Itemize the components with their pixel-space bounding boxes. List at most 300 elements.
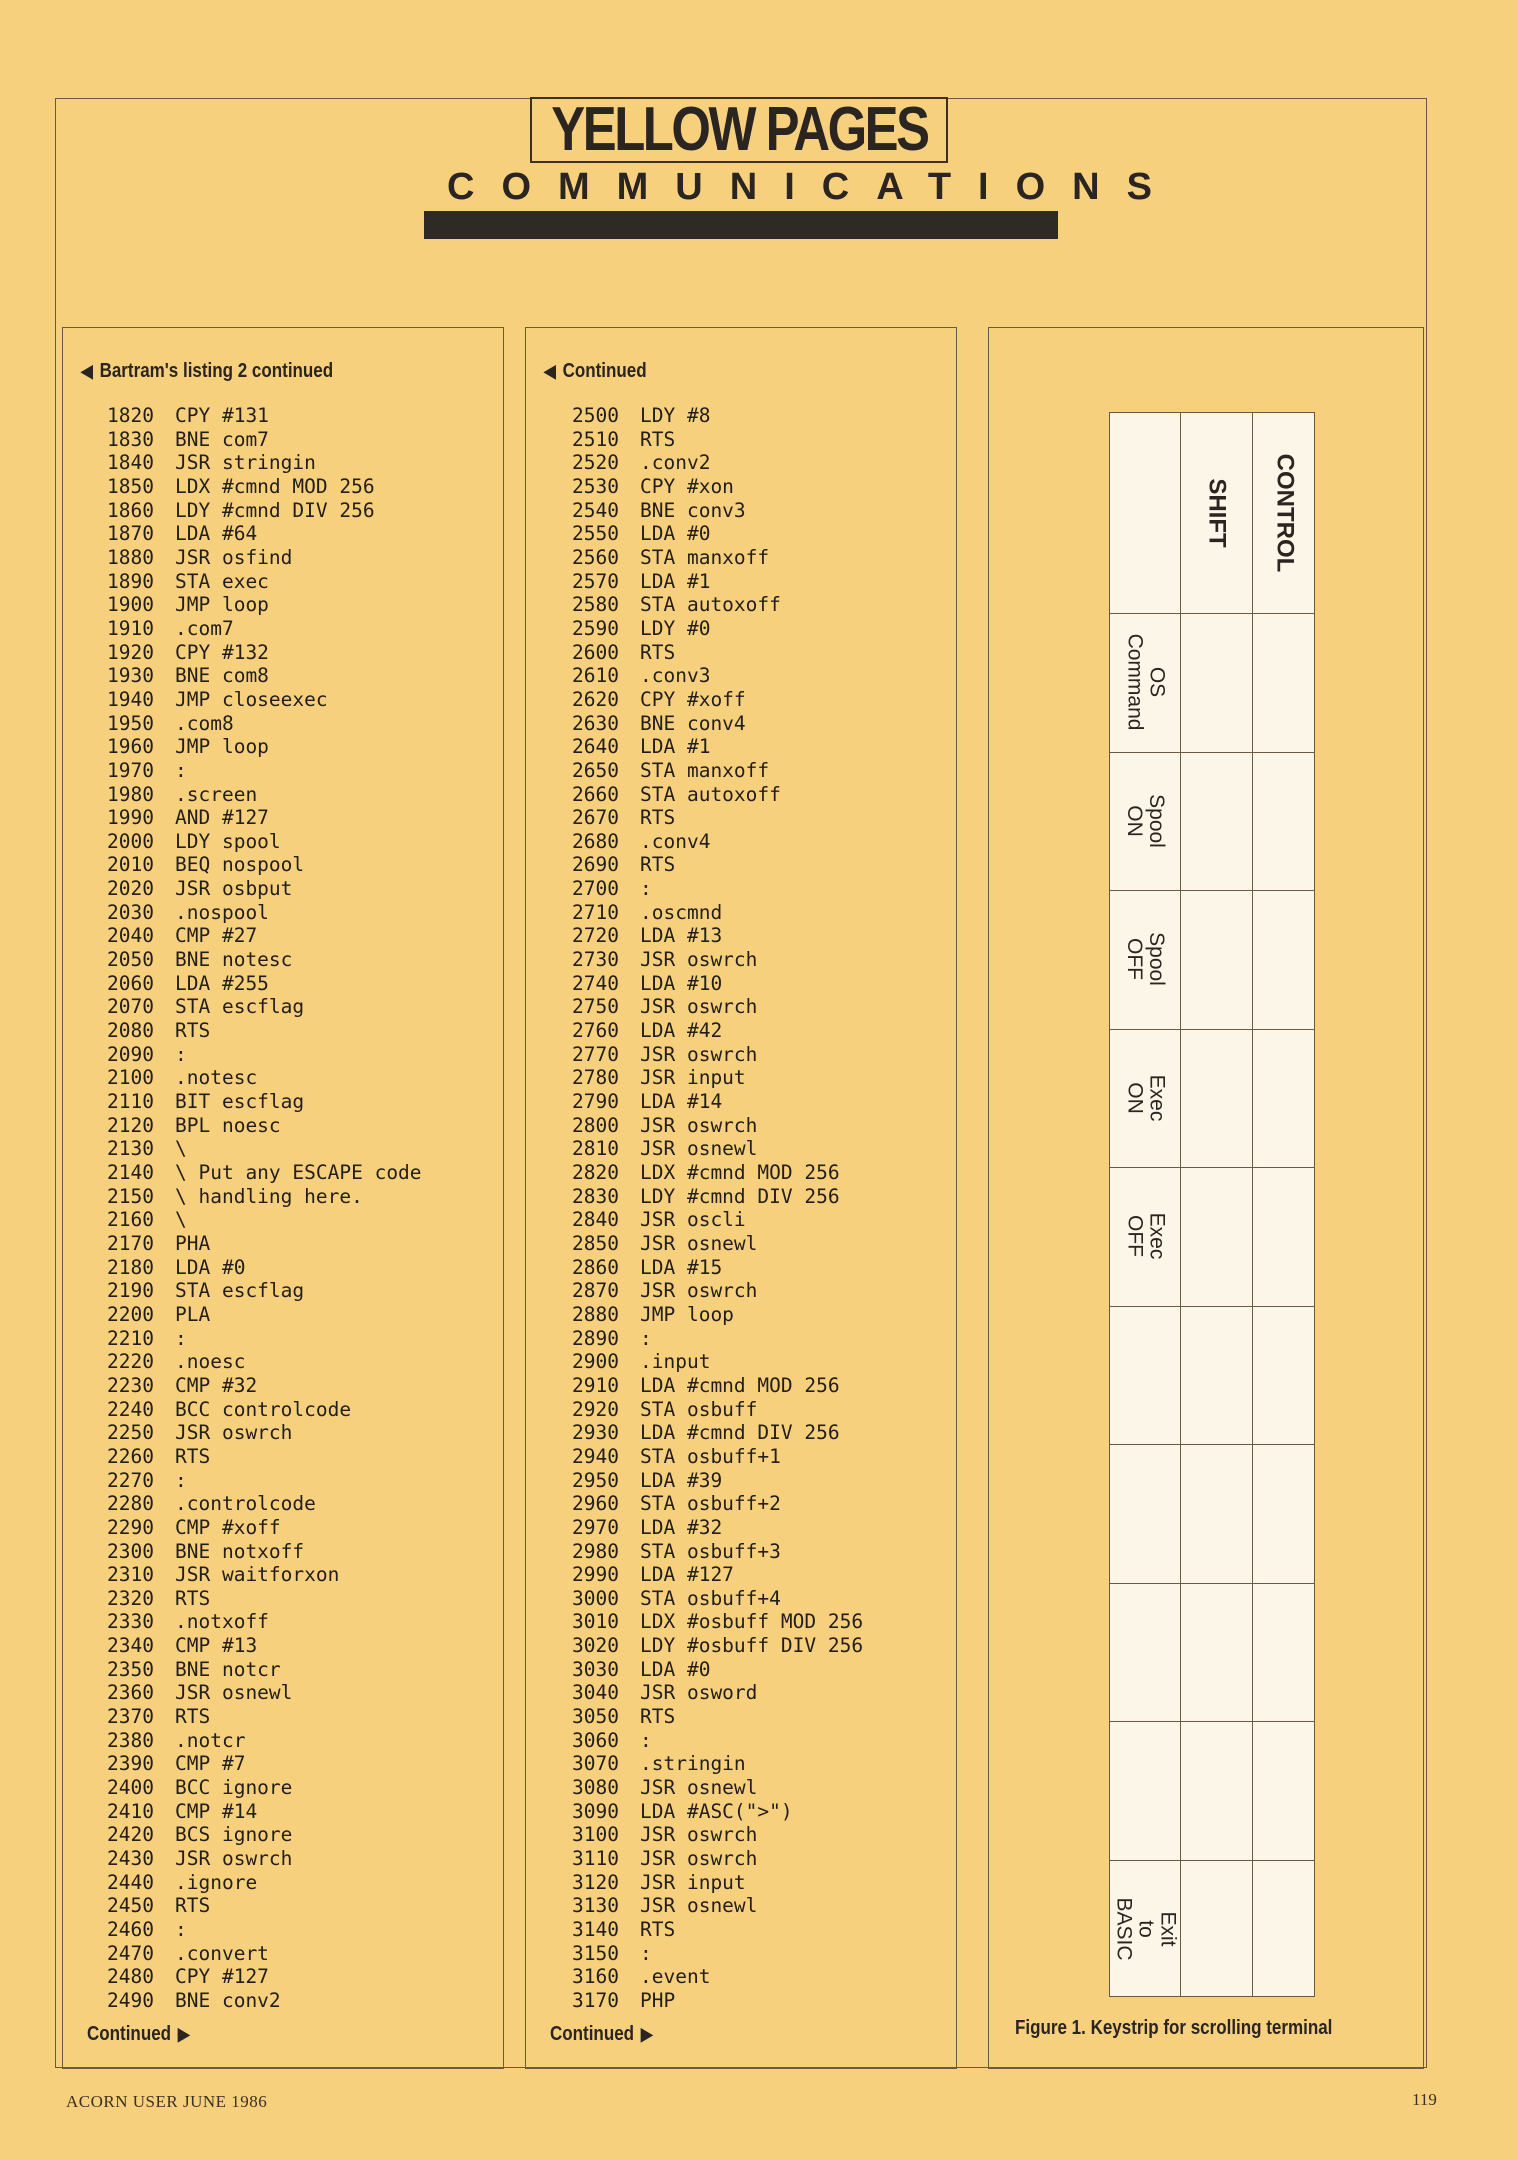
line-code: .com8 <box>175 711 234 735</box>
line-number: 2720 <box>572 924 619 948</box>
line-number: 3050 <box>572 1705 619 1729</box>
line-number: 2130 <box>107 1137 154 1161</box>
line-code: LDA #0 <box>640 522 711 546</box>
line-code: .conv4 <box>640 829 711 853</box>
line-number: 2050 <box>107 948 154 972</box>
code-line <box>107 1398 422 1422</box>
line-number: 1830 <box>107 427 154 451</box>
code-line <box>107 1232 422 1256</box>
line-number: 2800 <box>572 1113 619 1137</box>
code-line <box>107 1823 422 1847</box>
keystrip-cell-label: Exec ON <box>1122 1074 1168 1122</box>
line-number: 2570 <box>572 569 619 593</box>
line-code: JSR stringin <box>175 451 316 475</box>
code-line <box>572 1469 863 1493</box>
line-number: 2710 <box>572 900 619 924</box>
line-number: 2270 <box>107 1468 154 1492</box>
publication-footer: ACORN USER JUNE 1986 <box>66 2092 268 2111</box>
line-number: 2480 <box>107 1965 154 1989</box>
code-line <box>107 499 422 523</box>
line-number: 1920 <box>107 640 154 664</box>
line-number: 2080 <box>107 1019 154 1043</box>
line-code: RTS <box>640 1705 676 1729</box>
code-line <box>572 1350 863 1374</box>
line-code: .com7 <box>175 616 234 640</box>
code-line <box>107 1469 422 1493</box>
line-code: JSR osfind <box>175 545 293 569</box>
line-code: .nospool <box>175 900 269 924</box>
code-line <box>572 1232 863 1256</box>
line-code: LDA #15 <box>640 1255 723 1279</box>
code-line <box>572 759 863 783</box>
line-code: : <box>640 1941 652 1965</box>
code-line <box>107 712 422 736</box>
code-line <box>572 1918 863 1942</box>
keystrip-row-line <box>1110 1860 1314 1861</box>
code-line <box>572 688 863 712</box>
line-number: 3090 <box>572 1799 619 1823</box>
keystrip-row-line <box>1110 1167 1314 1168</box>
keystrip-figure <box>1109 412 1315 1997</box>
code-line <box>572 1610 863 1634</box>
code-line <box>572 1681 863 1705</box>
code-line <box>107 1208 422 1232</box>
code-line <box>572 1752 863 1776</box>
keystrip-row-line <box>1110 1029 1314 1030</box>
arrow-right-icon: ▶ <box>640 2024 653 2044</box>
code-line <box>107 1705 422 1729</box>
line-number: 2810 <box>572 1137 619 1161</box>
line-code: RTS <box>640 853 676 877</box>
line-code: RTS <box>175 1444 211 1468</box>
line-code: LDA #0 <box>640 1657 711 1681</box>
line-code: CPY #132 <box>175 640 269 664</box>
code-line <box>107 1894 422 1918</box>
line-code: LDA #32 <box>640 1515 723 1539</box>
line-number: 2790 <box>572 1090 619 1114</box>
code-line <box>572 1208 863 1232</box>
code-line <box>572 1942 863 1966</box>
line-number: 3150 <box>572 1941 619 1965</box>
line-code: LDA #1 <box>640 735 711 759</box>
line-number: 2170 <box>107 1231 154 1255</box>
line-number: 2590 <box>572 616 619 640</box>
code-line <box>107 570 422 594</box>
line-number: 3070 <box>572 1752 619 1776</box>
line-number: 1890 <box>107 569 154 593</box>
code-line <box>572 1019 863 1043</box>
line-number: 2030 <box>107 900 154 924</box>
code-line <box>107 806 422 830</box>
line-number: 2620 <box>572 687 619 711</box>
line-number: 2010 <box>107 853 154 877</box>
keystrip-header-control: CONTROL <box>1270 453 1298 573</box>
code-line <box>107 1610 422 1634</box>
line-number: 2520 <box>572 451 619 475</box>
line-number: 2840 <box>572 1208 619 1232</box>
line-number: 3060 <box>572 1728 619 1752</box>
code-listing-1 <box>107 404 422 2013</box>
line-code: .oscmnd <box>640 900 723 924</box>
line-number: 1820 <box>107 404 154 427</box>
line-code: JSR oswrch <box>175 1847 293 1871</box>
line-code: JMP loop <box>175 735 269 759</box>
line-code: STA escflag <box>175 1279 305 1303</box>
line-number: 2280 <box>107 1492 154 1516</box>
line-number: 3170 <box>572 1988 619 2012</box>
line-code: JSR osnewl <box>640 1231 758 1255</box>
code-line <box>572 1185 863 1209</box>
line-number: 2920 <box>572 1397 619 1421</box>
line-number: 1950 <box>107 711 154 735</box>
line-number: 2180 <box>107 1255 154 1279</box>
code-line <box>572 1776 863 1800</box>
line-number: 2310 <box>107 1563 154 1587</box>
line-number: 2830 <box>572 1184 619 1208</box>
line-code: JSR oswrch <box>640 995 758 1019</box>
line-number: 2870 <box>572 1279 619 1303</box>
code-line <box>572 877 863 901</box>
line-number: 1970 <box>107 758 154 782</box>
line-code: CMP #13 <box>175 1634 258 1658</box>
line-number: 1940 <box>107 687 154 711</box>
line-number: 3140 <box>572 1918 619 1941</box>
code-line <box>572 1374 863 1398</box>
keystrip-column-line <box>1180 413 1181 1996</box>
code-line <box>572 593 863 617</box>
line-number: 2350 <box>107 1657 154 1681</box>
line-number: 2110 <box>107 1090 154 1114</box>
code-line <box>572 1800 863 1824</box>
line-number: 2120 <box>107 1113 154 1137</box>
code-line <box>107 830 422 854</box>
line-number: 2460 <box>107 1918 154 1941</box>
arrow-right-icon: ▶ <box>177 2024 190 2044</box>
line-code: .controlcode <box>175 1492 316 1516</box>
line-number: 2950 <box>572 1468 619 1492</box>
code-line <box>572 641 863 665</box>
line-number: 3010 <box>572 1610 619 1634</box>
code-line <box>572 404 863 428</box>
line-code: \ <box>175 1137 187 1161</box>
line-code: BNE notxoff <box>175 1539 305 1563</box>
line-number: 1860 <box>107 498 154 522</box>
line-code: PHA <box>175 1231 211 1255</box>
line-code: LDX #cmnd MOD 256 <box>175 474 375 498</box>
line-code: RTS <box>640 806 676 830</box>
code-line <box>572 1989 863 2013</box>
code-line <box>572 1114 863 1138</box>
code-line <box>107 1279 422 1303</box>
keystrip-row-line <box>1110 890 1314 891</box>
code-line <box>107 735 422 759</box>
code-line <box>107 1658 422 1682</box>
code-line <box>107 972 422 996</box>
code-line <box>107 1303 422 1327</box>
code-line <box>107 1800 422 1824</box>
yellow-pages-title: YELLOW PAGES <box>550 95 928 164</box>
column-2-footer: Continued ▶ <box>550 2023 653 2045</box>
line-number: 2980 <box>572 1539 619 1563</box>
line-code: STA osbuff <box>640 1397 758 1421</box>
line-code: \ <box>175 1208 187 1232</box>
line-number: 2780 <box>572 1066 619 1090</box>
line-code: \ Put any ESCAPE code <box>175 1161 422 1184</box>
line-number: 3030 <box>572 1657 619 1681</box>
line-number: 2820 <box>572 1161 619 1184</box>
line-code: .input <box>640 1350 711 1374</box>
line-code: STA osbuff+1 <box>640 1444 781 1468</box>
line-number: 2200 <box>107 1302 154 1326</box>
line-code: BCC controlcode <box>175 1397 352 1421</box>
line-code: STA manxoff <box>640 758 770 782</box>
code-line <box>572 1256 863 1280</box>
code-line <box>572 830 863 854</box>
code-line <box>107 522 422 546</box>
column-1-heading: ◀ Bartram's listing 2 continued <box>81 360 334 382</box>
code-line <box>572 1043 863 1067</box>
code-line <box>572 853 863 877</box>
line-code: JSR oscli <box>640 1208 746 1232</box>
keystrip-cell-label: Spool ON <box>1122 793 1168 848</box>
line-code: CMP #xoff <box>175 1515 281 1539</box>
code-line <box>107 1445 422 1469</box>
line-code: LDX #osbuff MOD 256 <box>640 1610 864 1634</box>
line-code: LDA #cmnd DIV 256 <box>640 1421 840 1445</box>
code-line <box>107 1327 422 1351</box>
line-number: 1840 <box>107 451 154 475</box>
line-code: BNE com7 <box>175 427 269 451</box>
line-code: JMP closeexec <box>175 687 328 711</box>
line-code: JSR oswrch <box>640 948 758 972</box>
line-code: RTS <box>175 1019 211 1043</box>
line-code: JSR oswrch <box>640 1042 758 1066</box>
code-line <box>107 1587 422 1611</box>
code-line <box>107 1752 422 1776</box>
line-code: : <box>175 1918 187 1941</box>
line-number: 2410 <box>107 1799 154 1823</box>
code-line <box>572 1729 863 1753</box>
line-code: BNE conv3 <box>640 498 746 522</box>
line-number: 3120 <box>572 1870 619 1894</box>
line-code: : <box>640 877 652 901</box>
code-line <box>107 593 422 617</box>
line-number: 3100 <box>572 1823 619 1847</box>
line-code: LDY #cmnd DIV 256 <box>640 1184 840 1208</box>
line-number: 2190 <box>107 1279 154 1303</box>
line-number: 1900 <box>107 593 154 617</box>
line-number: 3080 <box>572 1776 619 1800</box>
code-line <box>107 759 422 783</box>
line-code: RTS <box>640 640 676 664</box>
line-code: : <box>640 1326 652 1350</box>
line-number: 2260 <box>107 1444 154 1468</box>
line-code: RTS <box>175 1894 211 1918</box>
code-line <box>572 1658 863 1682</box>
line-number: 2530 <box>572 474 619 498</box>
code-line <box>107 901 422 925</box>
line-code: .event <box>640 1965 711 1989</box>
line-code: : <box>175 1468 187 1492</box>
line-code: JSR oswrch <box>640 1113 758 1137</box>
line-code: PHP <box>640 1988 676 2012</box>
line-number: 2850 <box>572 1231 619 1255</box>
code-line <box>572 451 863 475</box>
line-number: 2940 <box>572 1444 619 1468</box>
code-listing-2 <box>572 404 863 2013</box>
code-line <box>572 948 863 972</box>
line-code: BNE conv4 <box>640 711 746 735</box>
line-number: 2640 <box>572 735 619 759</box>
line-number: 3110 <box>572 1847 619 1871</box>
line-number: 1910 <box>107 616 154 640</box>
line-code: .notcr <box>175 1728 246 1752</box>
line-code: RTS <box>640 427 676 451</box>
line-number: 2770 <box>572 1042 619 1066</box>
line-number: 2600 <box>572 640 619 664</box>
keystrip-row-line <box>1110 1721 1314 1722</box>
line-code: LDY #osbuff DIV 256 <box>640 1634 864 1658</box>
line-number: 2690 <box>572 853 619 877</box>
line-code: : <box>175 1326 187 1350</box>
code-line <box>572 924 863 948</box>
line-number: 2910 <box>572 1373 619 1397</box>
line-number: 2420 <box>107 1823 154 1847</box>
code-line <box>572 1634 863 1658</box>
line-number: 2630 <box>572 711 619 735</box>
line-number: 3000 <box>572 1586 619 1610</box>
code-line <box>572 1445 863 1469</box>
line-number: 3160 <box>572 1965 619 1989</box>
line-number: 2760 <box>572 1019 619 1043</box>
line-number: 2930 <box>572 1421 619 1445</box>
line-code: STA escflag <box>175 995 305 1019</box>
code-line <box>107 475 422 499</box>
code-line <box>107 948 422 972</box>
line-number: 2550 <box>572 522 619 546</box>
line-code: BNE com8 <box>175 664 269 688</box>
line-code: BCS ignore <box>175 1823 293 1847</box>
line-number: 2210 <box>107 1326 154 1350</box>
line-number: 2400 <box>107 1776 154 1800</box>
code-line <box>572 901 863 925</box>
line-number: 2240 <box>107 1397 154 1421</box>
line-code: JSR oswrch <box>640 1279 758 1303</box>
line-number: 2670 <box>572 806 619 830</box>
code-line <box>572 1823 863 1847</box>
code-line <box>107 1043 422 1067</box>
line-code: .convert <box>175 1941 269 1965</box>
line-number: 2070 <box>107 995 154 1019</box>
line-number: 3020 <box>572 1634 619 1658</box>
line-code: LDA #255 <box>175 971 269 995</box>
line-number: 2320 <box>107 1586 154 1610</box>
line-number: 2370 <box>107 1705 154 1729</box>
code-line <box>107 1019 422 1043</box>
keystrip-header-shift: SHIFT <box>1203 478 1231 548</box>
line-number: 3040 <box>572 1681 619 1705</box>
line-code: JSR osbput <box>175 877 293 901</box>
line-number: 2900 <box>572 1350 619 1374</box>
line-code: BNE notesc <box>175 948 293 972</box>
line-code: LDA #42 <box>640 1019 723 1043</box>
keystrip-cell-label: Exit to BASIC <box>1112 1897 1180 1961</box>
keystrip-cell-label: OS Command <box>1122 633 1168 731</box>
code-line <box>572 1847 863 1871</box>
line-number: 2890 <box>572 1326 619 1350</box>
line-code: JMP loop <box>175 593 269 617</box>
line-number: 2560 <box>572 545 619 569</box>
code-line <box>107 1161 422 1185</box>
code-line <box>572 1587 863 1611</box>
code-line <box>572 1137 863 1161</box>
line-number: 1990 <box>107 806 154 830</box>
line-number: 2150 <box>107 1184 154 1208</box>
code-line <box>107 1516 422 1540</box>
code-line <box>107 924 422 948</box>
section-bar <box>424 211 1058 239</box>
code-line <box>572 1327 863 1351</box>
line-code: LDA #13 <box>640 924 723 948</box>
line-number: 2360 <box>107 1681 154 1705</box>
line-code: LDY spool <box>175 829 281 853</box>
code-line <box>572 1516 863 1540</box>
code-line <box>107 877 422 901</box>
line-code: BCC ignore <box>175 1776 293 1800</box>
line-number: 2100 <box>107 1066 154 1090</box>
line-number: 2650 <box>572 758 619 782</box>
line-code: RTS <box>175 1586 211 1610</box>
listing-column-1 <box>62 327 504 2069</box>
keystrip-column-line <box>1252 413 1253 1996</box>
code-line <box>572 972 863 996</box>
code-line <box>107 1185 422 1209</box>
line-code: .screen <box>175 782 258 806</box>
page-number: 119 <box>1412 2090 1437 2109</box>
line-number: 1930 <box>107 664 154 688</box>
code-line <box>107 1114 422 1138</box>
line-number: 2430 <box>107 1847 154 1871</box>
line-code: JSR oswrch <box>640 1847 758 1871</box>
code-line <box>107 1847 422 1871</box>
code-line <box>572 664 863 688</box>
line-number: 2700 <box>572 877 619 901</box>
line-code: AND #127 <box>175 806 269 830</box>
code-line <box>572 1492 863 1516</box>
line-number: 2330 <box>107 1610 154 1634</box>
line-code: .conv3 <box>640 664 711 688</box>
line-number: 2490 <box>107 1988 154 2012</box>
keystrip-cell-label: Exec OFF <box>1122 1212 1168 1260</box>
line-number: 2000 <box>107 829 154 853</box>
code-line <box>572 1398 863 1422</box>
line-number: 2290 <box>107 1515 154 1539</box>
line-code: LDA #14 <box>640 1090 723 1114</box>
code-line <box>107 546 422 570</box>
keystrip-row-line <box>1110 1583 1314 1584</box>
line-code: PLA <box>175 1302 211 1326</box>
line-number: 2090 <box>107 1042 154 1066</box>
line-number: 2880 <box>572 1302 619 1326</box>
code-line <box>572 1871 863 1895</box>
line-number: 2960 <box>572 1492 619 1516</box>
line-code: CMP #27 <box>175 924 258 948</box>
line-code: JSR osnewl <box>640 1776 758 1800</box>
line-code: LDA #39 <box>640 1468 723 1492</box>
line-number: 2860 <box>572 1255 619 1279</box>
line-code: LDA #1 <box>640 569 711 593</box>
code-line <box>572 735 863 759</box>
